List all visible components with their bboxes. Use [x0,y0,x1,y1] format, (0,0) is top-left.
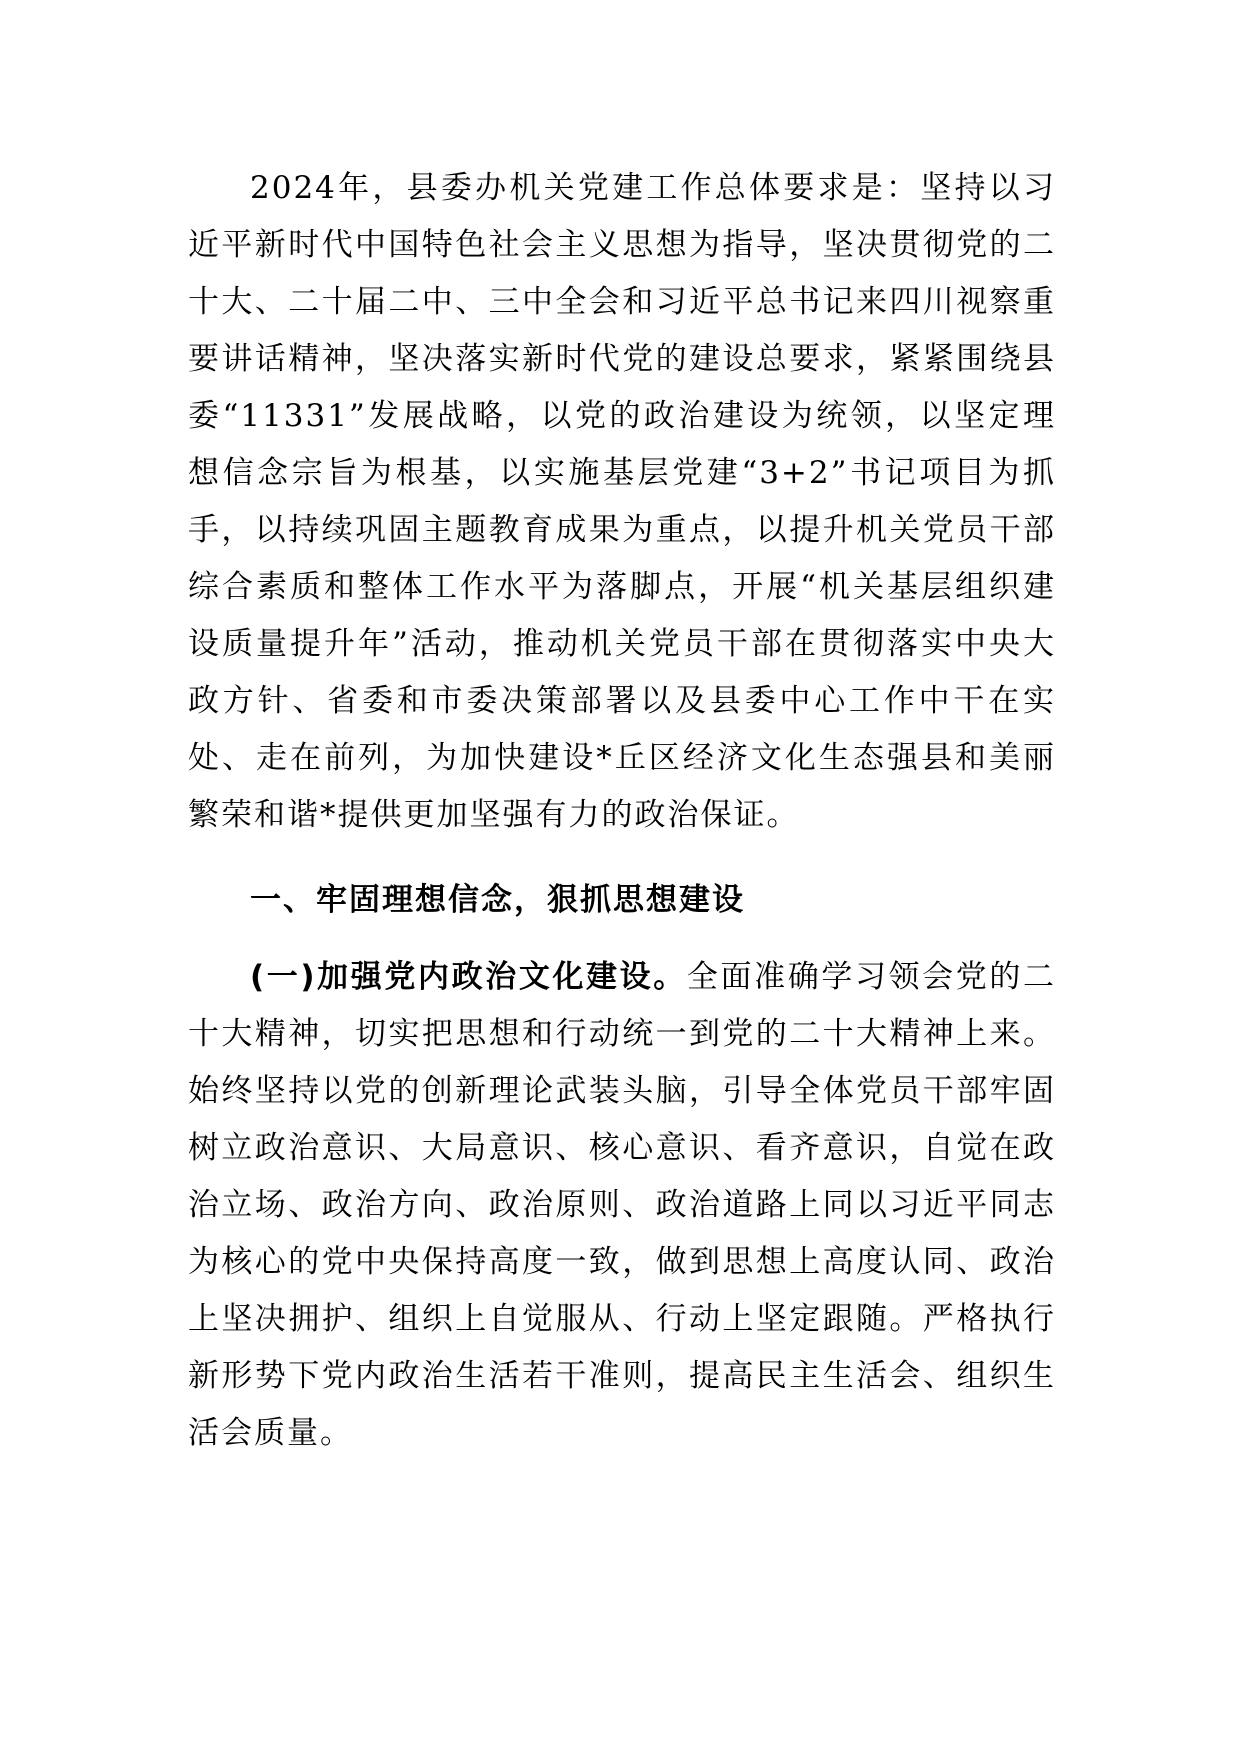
document-body [188,160,1056,1462]
intro-paragraph: 2024年，县委办机关党建工作总体要求是：坚持以习近平新时代中国特色社会主义思想为指导，坚决贯彻党的二十大、二十届二中、三中全会和习近平总书记来四川视察重要讲话精神，坚决落实新时代党的建设总要求，紧紧围绕县委“11331”发展战略，以党的政治建设为统领，以坚定理想信念宗旨为根基，以实施基层党建“3+2”书记项目为抓手，以持续巩固主题教育成果为重点，以提升机关党员干部综合素质和整体工作水平为落脚点，开展“机关基层组织建设质量提升年”活动，推动机关党员干部在贯彻落实中央大政方针、省委和市委决策部署以及县委中心工作中干在实处、走在前列，为加快建设*丘区经济文化生态强县和美丽繁荣和谐*提供更加坚强有力的政治保证。 [188,170,1056,833]
subsection-paragraph [188,949,1056,1462]
subsection-title: (一)加强党内政治文化建设。 [250,959,687,995]
subsection-body: 全面准确学习领会党的二十大精神，切实把思想和行动统一到党的二十大精神上来。始终坚持以党的创新理论武装头脑，引导全体党员干部牢固树立政治意识、大局意识、核心意识、看齐意识，自觉在政治立场、政治方向、政治原则、政治道路上同以习近平同志为核心的党中央保持高度一致，做到思想上高度认同、政治上坚决拥护、组织上自觉服从、行动上坚定跟随。严格执行新形势下党内政治生活若干准则，提高民主生活会、组织生活会质量。 [188,959,1056,1451]
section-heading: 一、牢固理想信念，狠抓思想建设 [250,882,745,918]
